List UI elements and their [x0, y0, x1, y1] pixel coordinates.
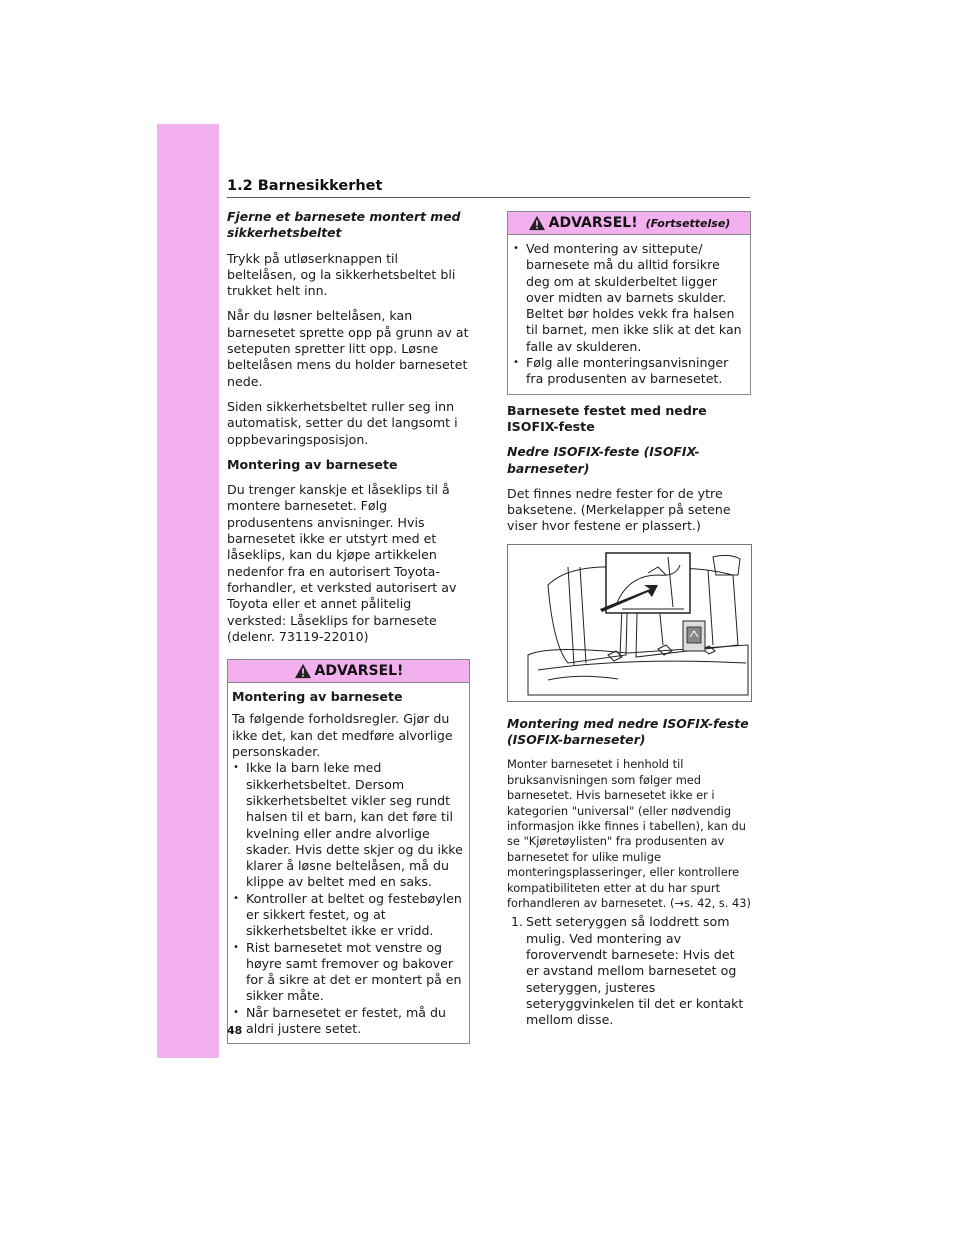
rear-seat-illustration [508, 545, 751, 701]
step-number: 1. [511, 914, 524, 930]
heading-isofix-mounting: Montering med nedre ISOFIX-feste (ISOFIX-barneseter) [507, 715, 749, 748]
section-header: 1.2 Barnesikkerhet [227, 178, 750, 198]
warning-title: ADVARSEL! [314, 663, 404, 680]
heading-isofix: Barnesete festet med nedre ISOFIX-feste [507, 402, 707, 434]
list-item: • Kontroller at beltet og festebøylen er sikkert festet, og at sikkerhetsbeltet ikke er vridd. [232, 891, 465, 940]
paragraph: Trykk på utløserknappen til beltelåsen, og la sikkerhetsbeltet bli trukket helt inn. [227, 250, 456, 299]
isofix-illustration [507, 544, 752, 702]
heading-install-seat: Montering av barnesete [227, 456, 398, 472]
warning-box-continued [507, 211, 751, 395]
list-item: • Ikke la barn leke med sikkerhetsbeltet. Dersom sikkerhetsbeltet vikler seg rundt halsen til et barn, kan det føre til kvelning eller andre alvorlige skader. Hvis dette skjer og du ikke klarer å løsne beltelåsen, må du klippe av beltet med en saks. [232, 760, 465, 890]
paragraph: Når du løsner beltelåsen, kan barnesetet sprette opp på grunn av at seteputen spretter litt opp. Løsne beltelåsen mens du holder barnesetet nede. [227, 308, 469, 389]
warning-box [227, 659, 470, 1044]
warning-triangle-icon [294, 663, 312, 679]
list-item: • Rist barnesetet mot venstre og høyre samt fremover og bakover for å sikre at det er montert på en sikker måte. [232, 940, 465, 1005]
warning-subtitle: Montering av barnesete [232, 689, 403, 705]
warning-intro: Ta følgende forholdsregler. Gjør du ikke det, kan det medføre alvorlige personskader. [232, 711, 453, 760]
list-item: • Ved montering av sittepute/ barnesete må du alltid forsikre deg om at skulderbeltet ligger over midten av barnets skulder. Beltet bør holdes vekk fra halsen til barnet, men ikke slik at det kan falle av skulderen. [512, 241, 746, 355]
heading-isofix-lower: Nedre ISOFIX-feste (ISOFIX-barneseter) [507, 444, 700, 476]
left-column [227, 209, 470, 1044]
warning-header [508, 212, 750, 235]
list-item [507, 914, 751, 1028]
paragraph: Monter barnesetet i henhold til bruksanvisningen som følger med barnesetet. Hvis barnesetet ikke er i kategorien "universal" (eller nødvendig informasjon ikke finnes i tabellen), kan du se "Kjøretøylisten" fra produsenten av barnesetet for ulike mulige monteringsplasseringer, eller kontrollere kompatibiliteten etter at du har spurt forhandleren av barnesetet. (→s. 42, s. 43) [507, 757, 751, 910]
list-item: • Når barnesetet er festet, må du aldri justere setet. [232, 1005, 465, 1038]
warning-title: ADVARSEL! [548, 215, 638, 231]
warning-triangle-icon [528, 215, 546, 231]
paragraph: Det finnes nedre fester for de ytre baksetene. (Merkelapper på setene viser hvor festene er plassert.) [507, 485, 731, 534]
heading-remove-seat: Fjerne et barnesete montert med sikkerhetsbeltet [227, 209, 461, 241]
warning-list [512, 241, 746, 388]
continued-label: (Fortsettelse) [645, 216, 731, 230]
right-column [507, 211, 751, 1028]
side-tab [157, 124, 219, 1058]
warning-list [232, 760, 465, 1037]
warning-body [508, 235, 750, 394]
step-text: Sett seteryggen så loddrett som mulig. Ved montering av forovervendt barnesete: Hvis det er avstand mellom barnesetet og seteryggen, justeres seteryggvinkelen til det er kontakt mellom disse. [526, 914, 744, 1028]
list-item: • Følg alle monteringsanvisninger fra produsenten av barnesetet. [512, 355, 746, 388]
page-number: 48 [227, 1024, 243, 1037]
paragraph: Siden sikkerhetsbeltet ruller seg inn automatisk, setter du det langsomt i oppbevaringsposisjon. [227, 398, 458, 447]
warning-header [228, 660, 469, 683]
warning-body [228, 683, 469, 1043]
paragraph: Du trenger kanskje et låseklips til å montere barnesetet. Følg produsentens anvisninger. Hvis barnesetet ikke er utstyrt med et låseklips, kan du kjøpe artikkelen nedenfor fra en autorisert Toyota-forhandler, et verksted autorisert av Toyota eller et annet pålitelig verksted: Låseklips for barnesete (delenr. 73119-22010) [227, 482, 457, 644]
